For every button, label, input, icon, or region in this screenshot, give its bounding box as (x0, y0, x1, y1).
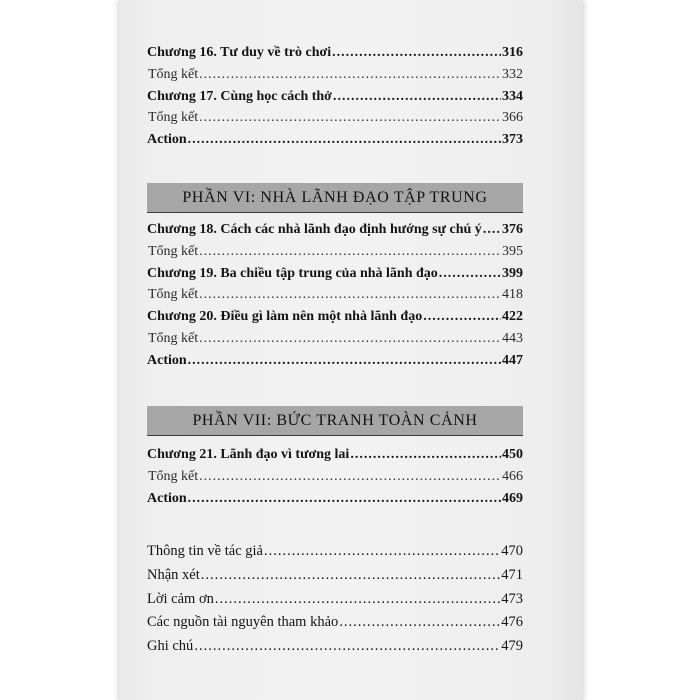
toc-entry: Chương 20. Điều gì làm nên một nhà lãnh đạo ..... 422 (147, 306, 523, 328)
toc-part7 (147, 444, 523, 509)
part6-heading: PHẦN VI: NHÀ LÃNH ĐẠO TẬP TRUNG (147, 183, 523, 212)
divider (147, 435, 523, 436)
toc-entry: Tổng kết ..... 466 (147, 466, 523, 488)
part7-heading: PHẦN VII: BỨC TRANH TOÀN CẢNH (147, 406, 523, 435)
toc-entry: Tổng kết ..... 366 (147, 107, 523, 129)
toc-entry: Tổng kết ..... 418 (147, 284, 523, 306)
toc-part6 (147, 219, 523, 372)
toc-entry: Action ..... 469 (147, 488, 523, 510)
toc-entry: Chương 16. Tư duy về trò chơi ..... 316 (147, 42, 523, 64)
toc-entry: Các nguồn tài nguyên tham khảo ..... 476 (147, 611, 523, 635)
toc-entry: Action ..... 373 (147, 129, 523, 151)
toc-entry: Thông tin về tác giả ..... 470 (147, 540, 523, 564)
divider (147, 212, 523, 213)
toc-entry: Action ..... 447 (147, 350, 523, 372)
toc-entry: Chương 19. Ba chiều tập trung của nhà lãnh đạo ..... 399 (147, 263, 523, 285)
toc-entry: Ghi chú ..... 479 (147, 635, 523, 659)
toc-entry: Chương 17. Cùng học cách thở ..... 334 (147, 86, 523, 108)
toc-entry: Tổng kết ..... 443 (147, 328, 523, 350)
toc-appendix (147, 540, 523, 659)
toc-entry: Chương 18. Cách các nhà lãnh đạo định hướng sự chú ý ..... 376 (147, 219, 523, 241)
toc-entry: Tổng kết ..... 332 (147, 64, 523, 86)
toc-entry: Nhận xét ..... 471 (147, 564, 523, 588)
toc-part5-tail (147, 42, 523, 151)
toc-entry: Chương 21. Lãnh đạo vì tương lai ..... 450 (147, 444, 523, 466)
toc-entry: Lời cảm ơn ..... 473 (147, 588, 523, 612)
toc-entry: Tổng kết ..... 395 (147, 241, 523, 263)
